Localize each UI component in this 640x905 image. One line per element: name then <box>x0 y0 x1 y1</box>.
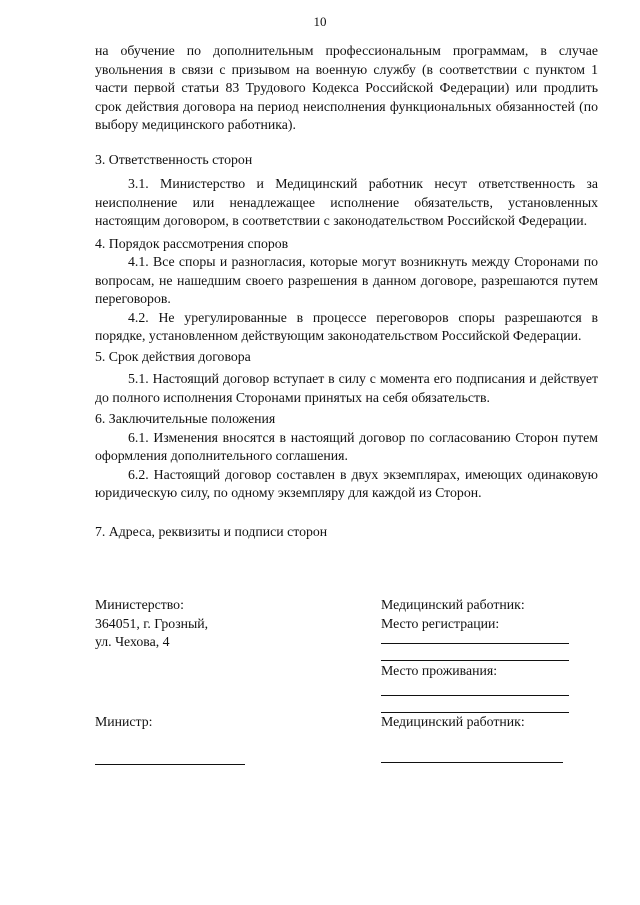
ministry-name: Министерство: <box>95 597 184 612</box>
continuation-paragraph: на обучение по дополнительным профессиональным программам, в случае увольнения в связи с призывом на военную службу (в соответствии с пунктом 1 части первой статьи 83 Трудового Кодекса Российской Федерации) или продлить срок действия договора на период неисполнения функциональных обязанностей (по выбору медицинского работника). <box>95 43 598 132</box>
clause-3-1: 3.1. Министерство и Медицинский работник несут ответственность за неисполнение или ненадлежащее исполнение обязательств, установленных настоящим договором, в соответствии с законодательством Российской Федерации. <box>95 176 598 228</box>
registration-line-1 <box>381 643 569 644</box>
clause-6-2: 6.2. Настоящий договор составлен в двух экземплярах, имеющих одинаковую юридическую силу, по одному экземпляру для каждой из Сторон. <box>95 466 598 500</box>
section-5-title: 5. Срок действия договора <box>95 348 251 364</box>
residence-line-1 <box>381 695 569 696</box>
worker-name: Медицинский работник: <box>381 597 525 612</box>
page-number: 10 <box>313 14 327 29</box>
ministry-block <box>95 596 208 652</box>
clause-6-1: 6.1. Изменения вносятся в настоящий договор по согласованию Сторон путем оформления дополнительного соглашения. <box>95 429 598 463</box>
section-7-title: 7. Адреса, реквизиты и подписи сторон <box>95 523 328 539</box>
worker-residence-label: Место проживания: <box>381 663 498 678</box>
registration-line-2 <box>381 660 569 661</box>
minister-signature-line <box>95 764 245 765</box>
section-4-title: 4. Порядок рассмотрения споров <box>95 235 289 251</box>
clause-5-1: 5.1. Настоящий договор вступает в силу с момента его подписания и действует до полного исполнения Сторонами принятых на себя обязательств. <box>95 371 598 405</box>
section-6-title: 6. Заключительные положения <box>95 411 276 426</box>
minister-signatory-label: Министр: <box>95 714 153 729</box>
residence-line-2 <box>381 712 569 713</box>
clause-4-2: 4.2. Не урегулированные в процессе переговоров споры разрешаются в порядке, установленном действующим законодательством Российской Федерации. <box>95 309 598 343</box>
contract-body <box>95 42 598 541</box>
clause-4-1: 4.1. Все споры и разногласия, которые могут возникнуть между Сторонами по вопросам, не нашедшим своего разрешения в данном договоре, разрешаются путем переговоров. <box>95 254 598 306</box>
worker-signature-line <box>381 762 563 763</box>
ministry-address-line1: 364051, г. Грозный, <box>95 615 209 631</box>
worker-signatory-label: Медицинский работник: <box>381 714 525 729</box>
worker-block <box>381 596 525 633</box>
worker-registration-label: Место регистрации: <box>381 615 500 631</box>
ministry-address-line2: ул. Чехова, 4 <box>95 634 170 649</box>
section-3-title: 3. Ответственность сторон <box>95 151 253 167</box>
